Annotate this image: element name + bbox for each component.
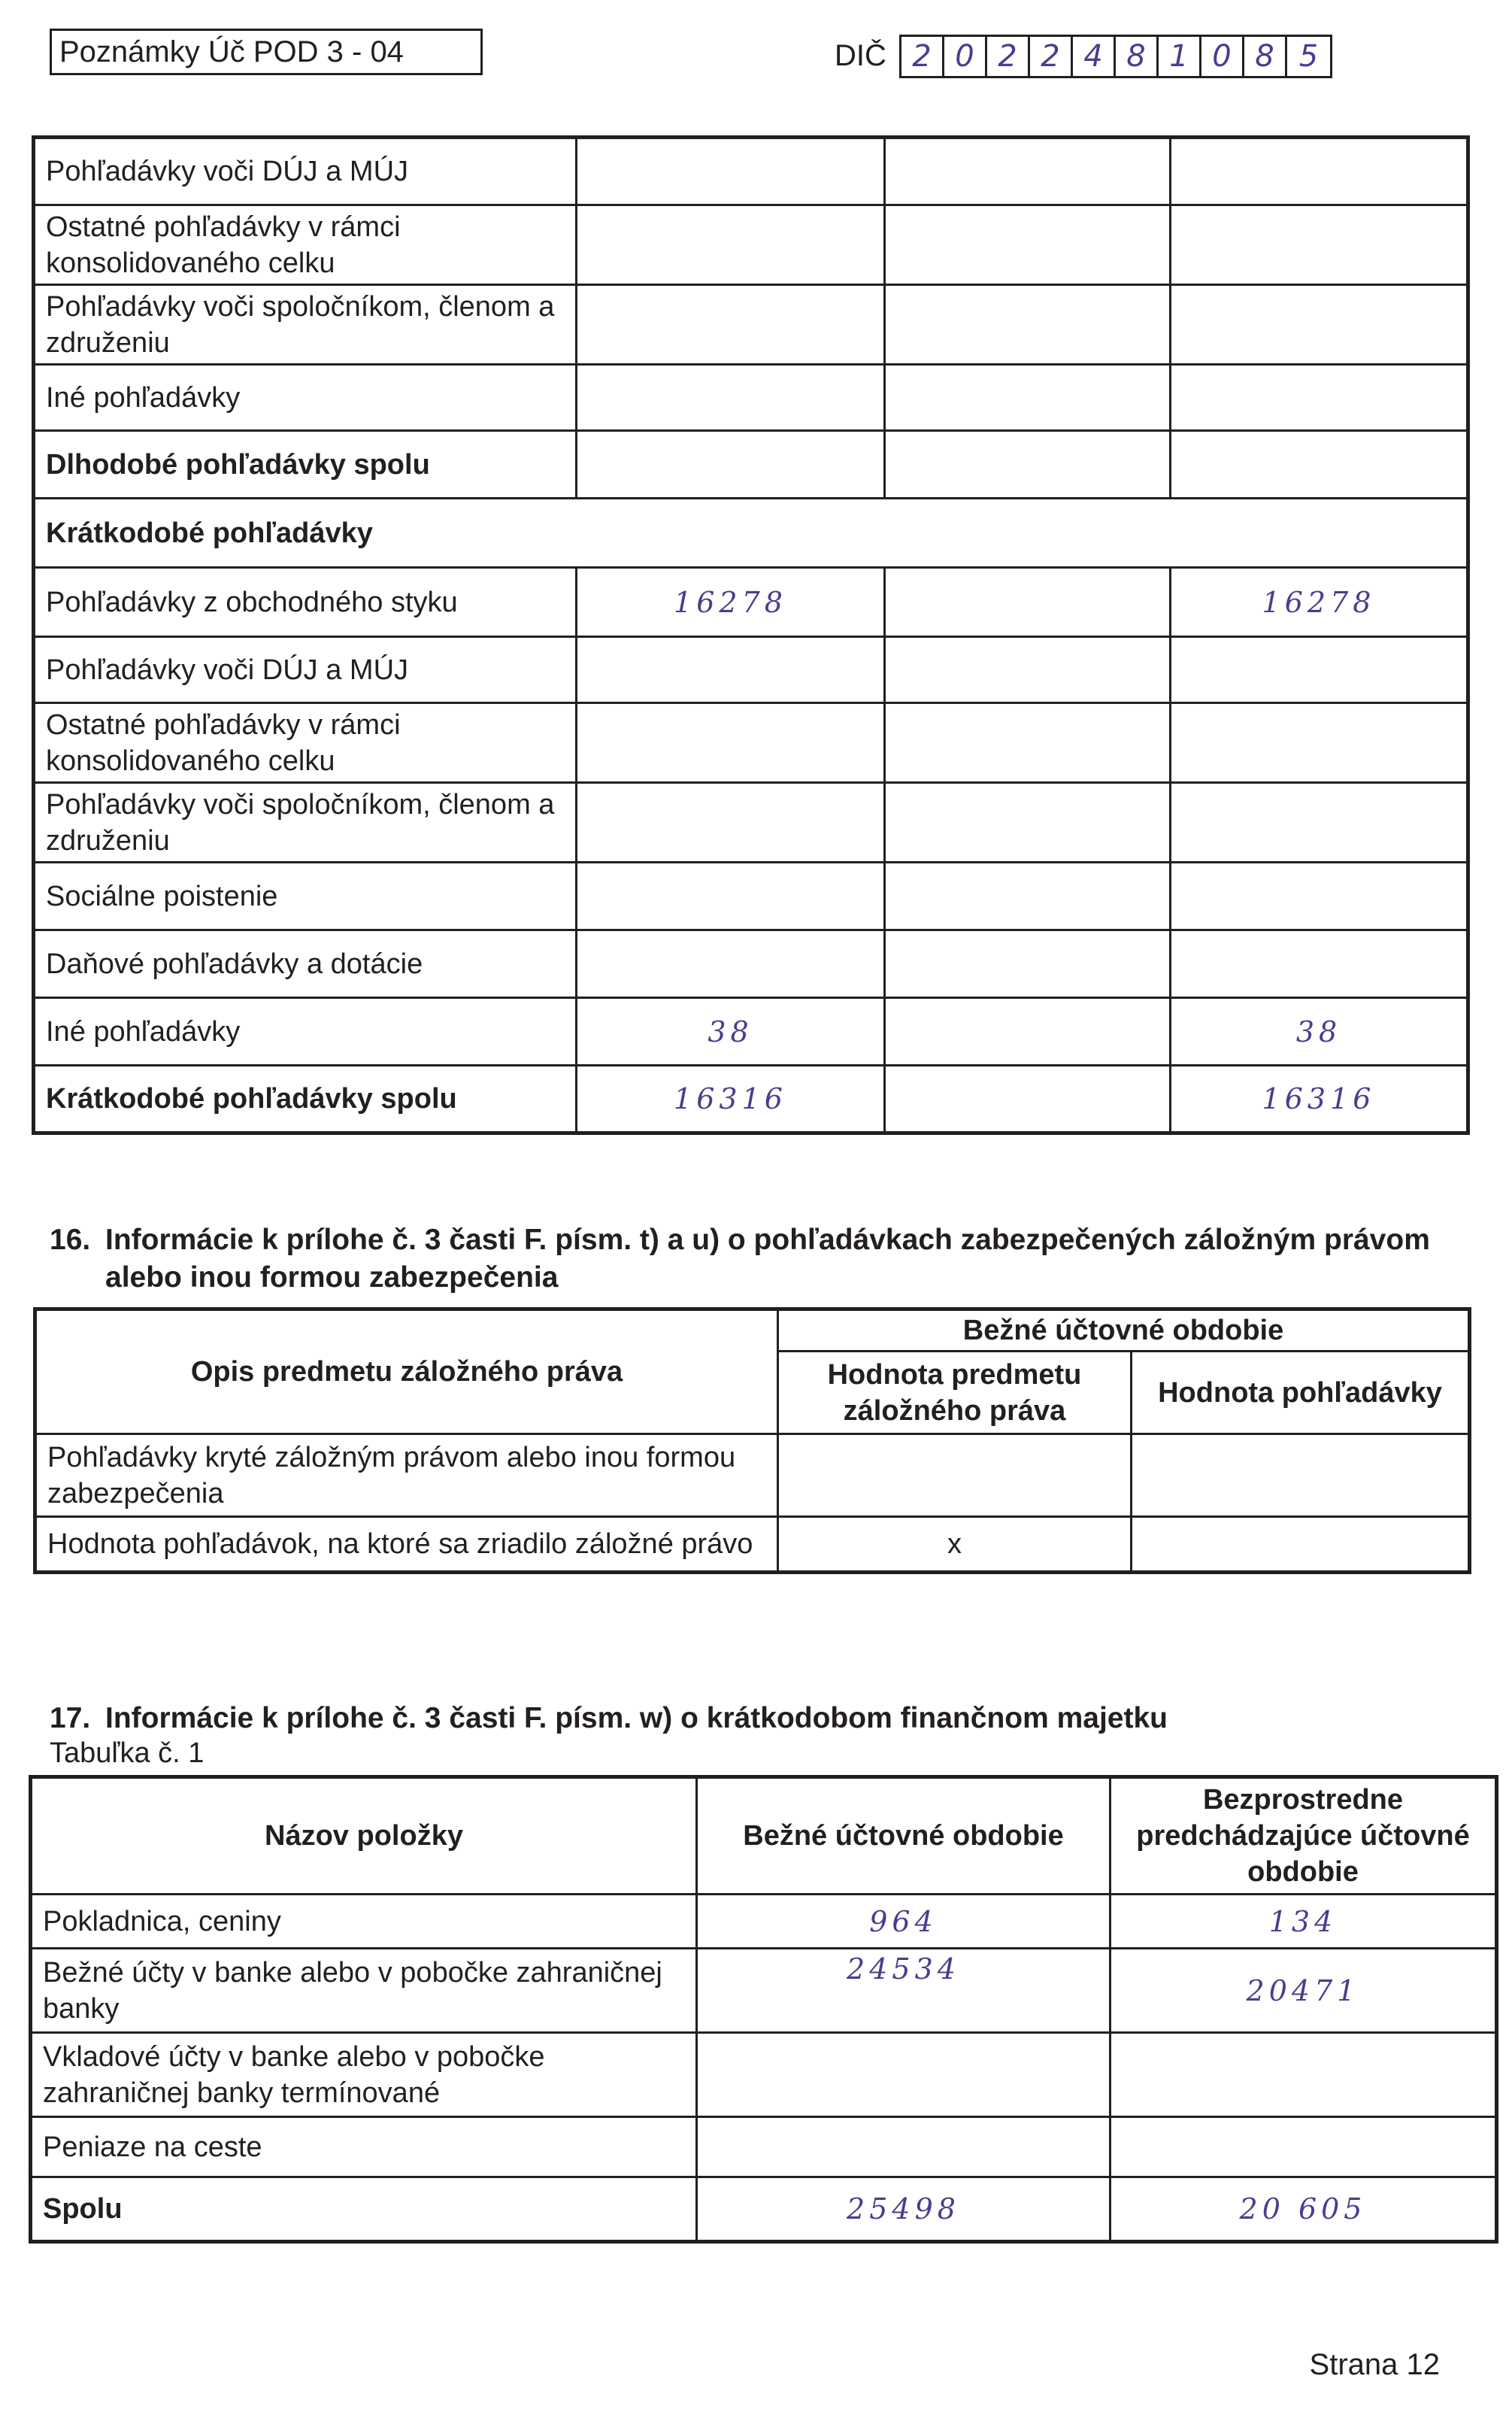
column-header: Hodnota pohľadávky [1132,1352,1470,1434]
value-cell [1171,783,1468,863]
value-cell [697,2117,1111,2177]
column-header: Opis predmetu záložného práva [35,1309,778,1434]
table-row [34,1066,1468,1133]
row-label: Iné pohľadávky [34,998,577,1066]
value-cell [1171,863,1468,930]
table-row [35,1434,1470,1517]
value-cell [577,863,885,930]
value-cell [697,2033,1111,2117]
value-cell [885,431,1171,499]
page-number: Strana 12 [1309,2348,1440,2381]
table-row [34,365,1468,431]
section-header: Krátkodobé pohľadávky [34,499,1468,568]
column-header: Bežné účtovné obdobie [697,1777,1111,1895]
value-cell [885,285,1171,365]
table-row [34,138,1468,205]
row-label: Sociálne poistenie [34,863,577,930]
value-cell [885,930,1171,998]
table-row [31,2117,1497,2177]
row-label: Hodnota pohľadávok, na ktoré sa zriadilo záložné právo [35,1517,778,1573]
value-cell [885,998,1171,1066]
section-16-title: Informácie k prílohe č. 3 časti F. písm. t) a u) o pohľadávkach zabezpečených záložným právom alebo inou formou zabezpečenia [105,1224,1430,1294]
row-label: Pohľadávky voči DÚJ a MÚJ [34,637,577,703]
row-label: Ostatné pohľadávky v rámci konsolidovaného celku [34,205,577,285]
value-cell [885,205,1171,285]
value-cell: 16278 [1171,568,1468,637]
section-17-number: 17. [50,1702,91,1734]
value-cell [885,783,1171,863]
value-cell: 24534 [697,1949,1111,2033]
value-cell [885,365,1171,431]
table-row [35,1517,1470,1573]
value-cell [577,285,885,365]
value-cell [1171,285,1468,365]
value-cell [885,568,1171,637]
value-cell [885,863,1171,930]
value-cell [778,1434,1132,1517]
row-label: Krátkodobé pohľadávky spolu [34,1066,577,1133]
row-label: Pokladnica, ceniny [31,1895,697,1949]
dic-digit: 0 [944,37,987,76]
row-label: Vkladové účty v banke alebo v pobočke zahraničnej banky termínované [31,2033,697,2117]
table-subtitle: Tabuľka č. 1 [50,1737,205,1769]
table-row [34,568,1468,637]
dic-digit: 2 [901,37,944,76]
value-cell [1171,138,1468,205]
row-label: Peniaze na ceste [31,2117,697,2177]
table-row [34,783,1468,863]
row-label: Pohľadávky voči spoločníkom, členom a združeniu [34,783,577,863]
column-header: Bezprostredne predchádzajúce účtovné obdobie [1111,1777,1497,1895]
row-label: Pohľadávky kryté záložným právom alebo inou formou zabezpečenia [35,1434,778,1517]
value-cell [1132,1434,1470,1517]
value-cell: 134 [1111,1895,1497,1949]
row-label: Ostatné pohľadávky v rámci konsolidovaného celku [34,703,577,783]
table-row [31,1949,1497,2033]
table-row [31,2033,1497,2117]
value-cell: x [778,1517,1132,1573]
value-cell [1132,1517,1470,1573]
row-label: Bežné účty v banke alebo v pobočke zahraničnej banky [31,1949,697,2033]
row-label: Spolu [31,2177,697,2242]
value-cell: 20471 [1111,1949,1497,2033]
value-cell: 964 [697,1895,1111,1949]
value-cell: 16316 [577,1066,885,1133]
dic-digit: 0 [1201,37,1244,76]
value-cell [885,637,1171,703]
dic-field [899,35,1332,78]
value-cell: 20 605 [1111,2177,1497,2242]
column-header: Názov položky [31,1777,697,1895]
value-cell: 16316 [1171,1066,1468,1133]
section-header-row [34,499,1468,568]
table-row [34,703,1468,783]
dic-digit: 2 [987,37,1030,76]
value-cell [577,637,885,703]
table-header-row [35,1309,1470,1352]
value-cell [577,783,885,863]
dic-digit: 4 [1073,37,1116,76]
value-cell [885,138,1171,205]
section-16-number: 16. [50,1224,91,1256]
value-cell [1171,703,1468,783]
value-cell [577,930,885,998]
form-label: Poznámky Úč POD 3 - 04 [50,29,483,75]
row-label: Pohľadávky voči spoločníkom, členom a združeniu [34,285,577,365]
value-cell [577,138,885,205]
dic-digit: 1 [1159,37,1201,76]
collateral-table [33,1307,1471,1574]
value-cell: 38 [1171,998,1468,1066]
column-header: Bežné účtovné obdobie [778,1309,1470,1352]
value-cell [577,205,885,285]
table-row [34,285,1468,365]
row-label: Pohľadávky z obchodného styku [34,568,577,637]
value-cell [577,703,885,783]
table-header-row [31,1777,1497,1895]
row-label: Pohľadávky voči DÚJ a MÚJ [34,138,577,205]
table-row [34,863,1468,930]
value-cell [577,431,885,499]
table-row [31,1895,1497,1949]
value-cell [1171,205,1468,285]
value-cell [577,365,885,431]
value-cell [885,703,1171,783]
column-header: Hodnota predmetu záložného práva [778,1352,1132,1434]
value-cell [885,1066,1171,1133]
dic-digit: 8 [1116,37,1159,76]
row-label: Iné pohľadávky [34,365,577,431]
value-cell: 38 [577,998,885,1066]
receivables-table [32,135,1470,1135]
value-cell [1111,2033,1497,2117]
table-row [34,930,1468,998]
value-cell: 25498 [697,2177,1111,2242]
table-row [34,205,1468,285]
financial-assets-table [29,1775,1498,2244]
value-cell [1171,637,1468,703]
row-label: Daňové pohľadávky a dotácie [34,930,577,998]
value-cell [1171,365,1468,431]
table-row [34,637,1468,703]
section-17-title: Informácie k prílohe č. 3 časti F. písm. w) o krátkodobom finančnom majetku [105,1702,1168,1734]
value-cell [1111,2117,1497,2177]
value-cell: 16278 [577,568,885,637]
row-label: Dlhodobé pohľadávky spolu [34,431,577,499]
dic-digit: 5 [1298,39,1319,74]
dic-digit: 8 [1244,37,1287,76]
table-row [34,998,1468,1066]
value-cell [1171,431,1468,499]
value-cell [1171,930,1468,998]
table-row [31,2177,1497,2242]
table-row [34,431,1468,499]
dic-label: DIČ [835,39,886,72]
dic-digit: 2 [1030,37,1073,76]
